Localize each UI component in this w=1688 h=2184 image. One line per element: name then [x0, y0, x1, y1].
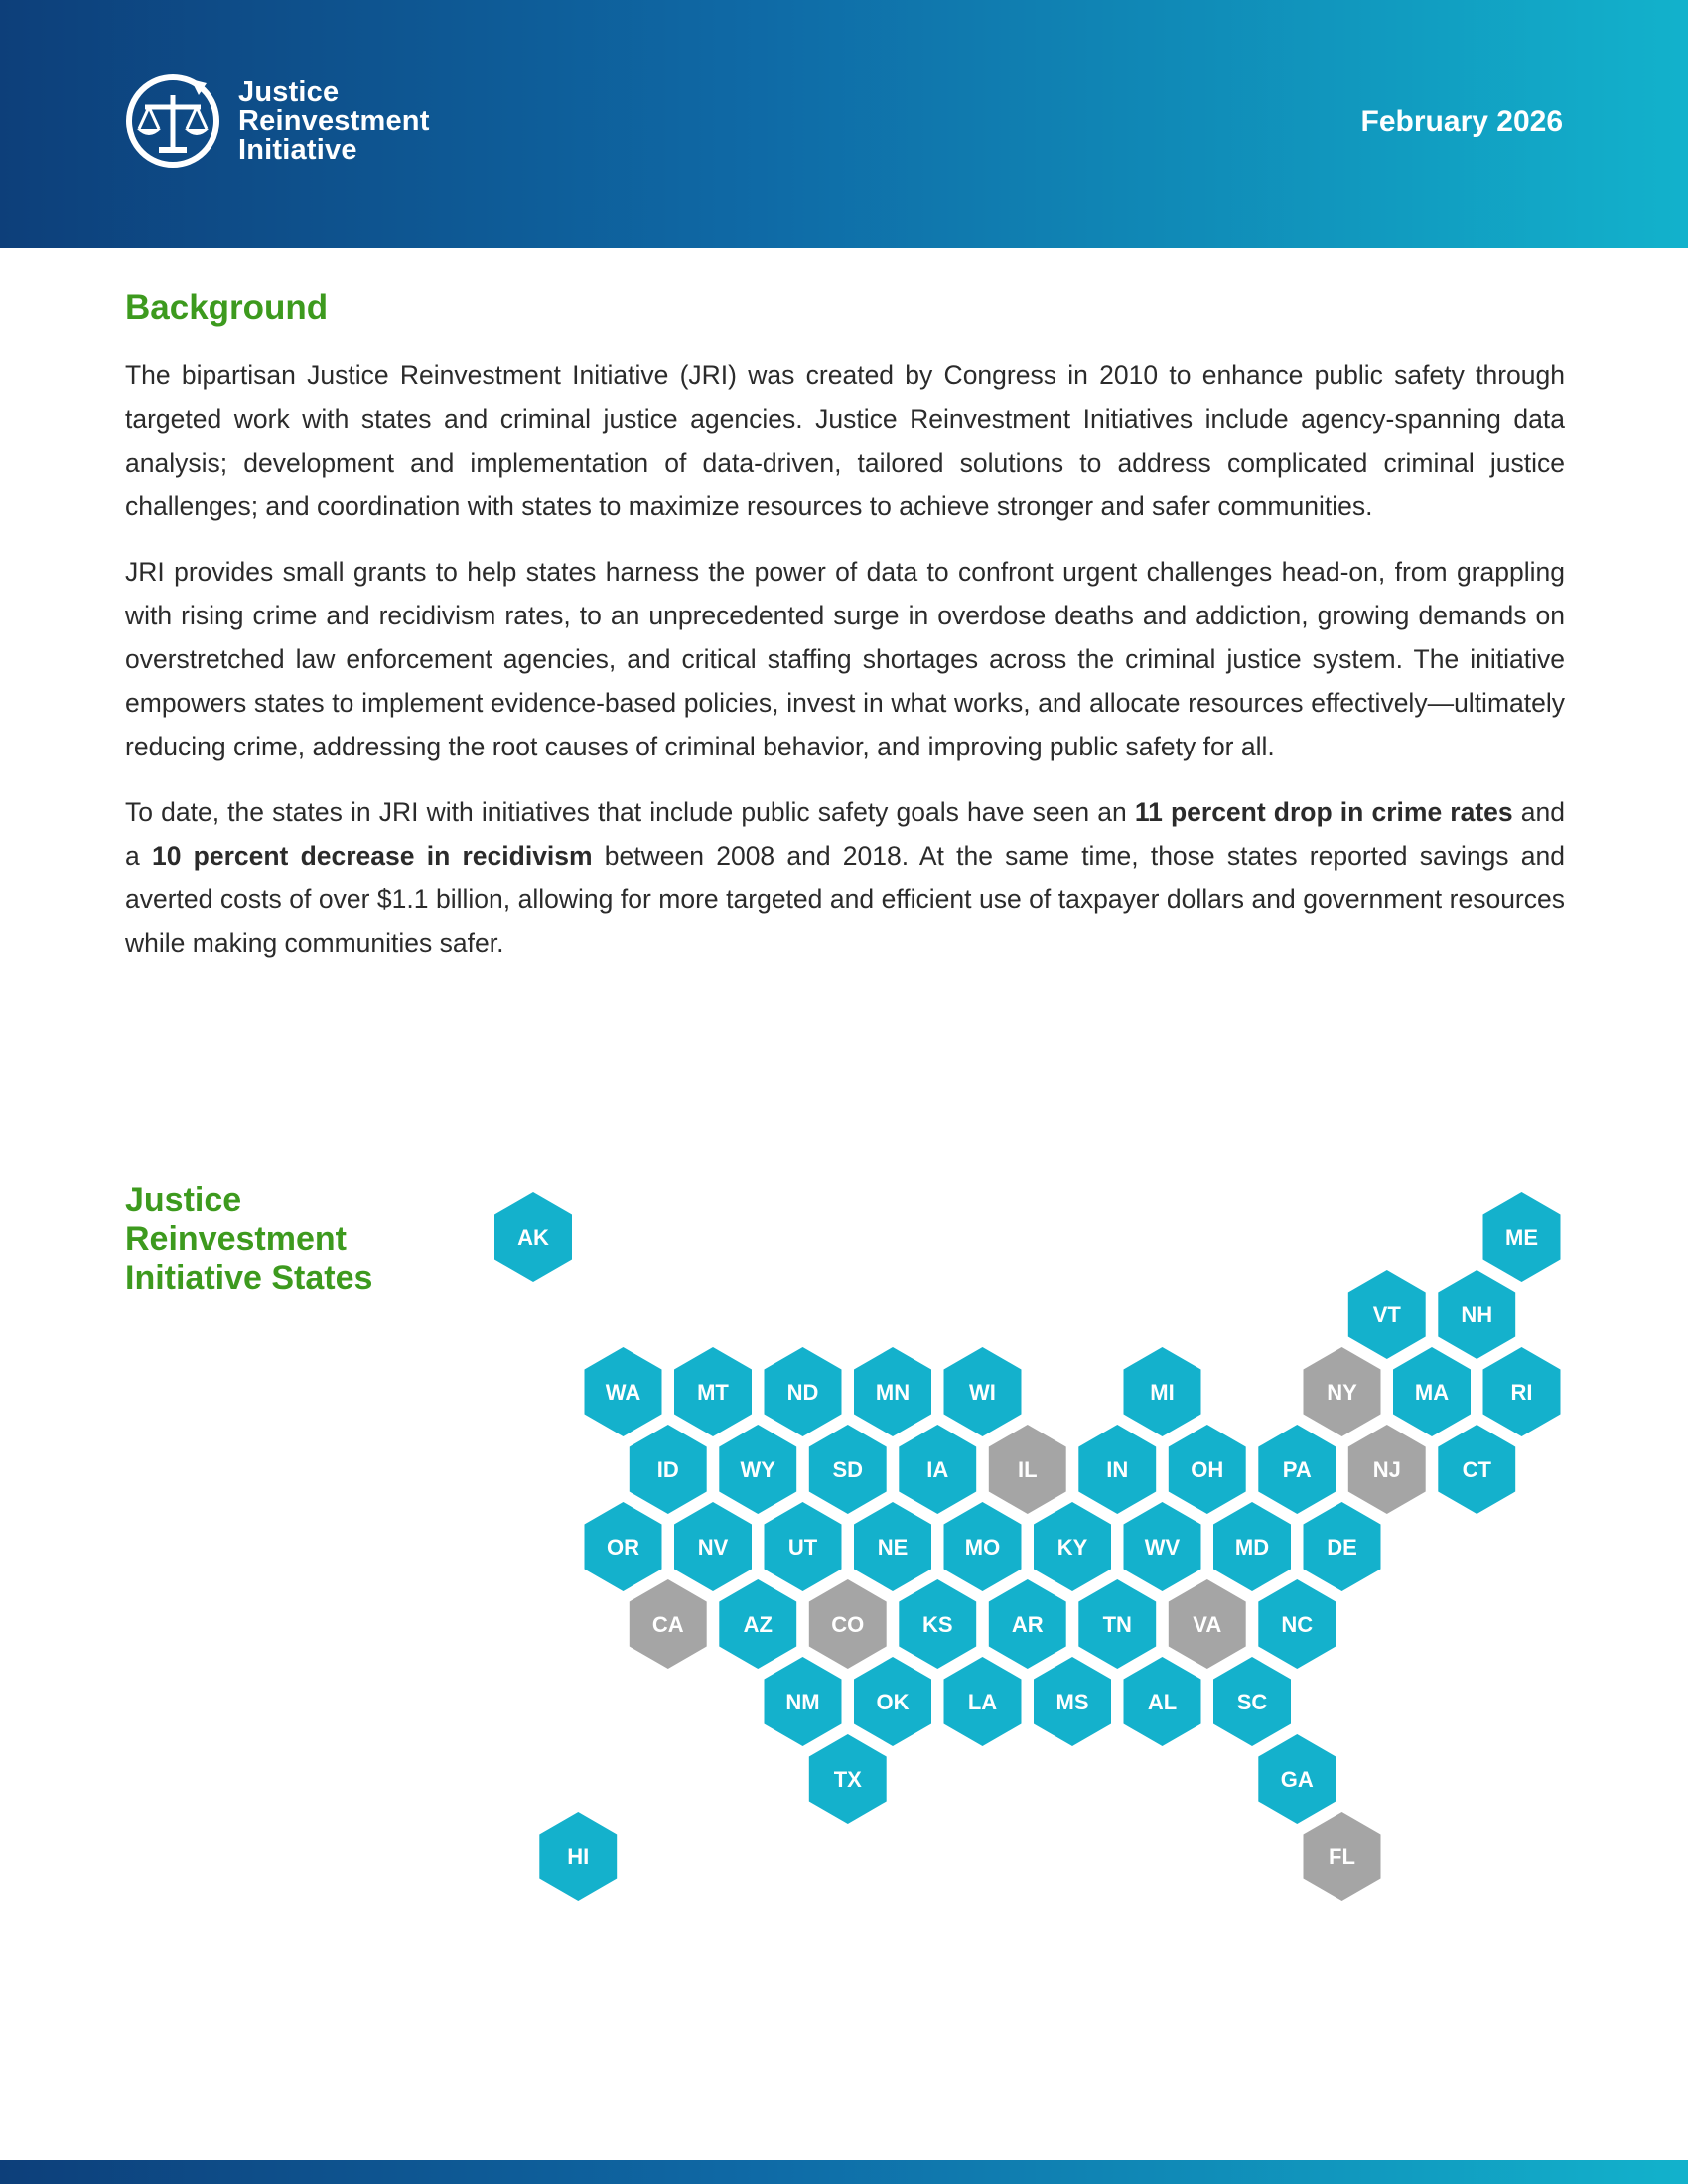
state-label: NJ: [1372, 1457, 1401, 1482]
state-hex-wv: [1124, 1502, 1201, 1591]
state-label: LA: [967, 1690, 998, 1714]
state-hex-la: [944, 1657, 1022, 1746]
state-label: NV: [697, 1535, 729, 1560]
state-label: AL: [1147, 1690, 1178, 1714]
state-hex-nh: [1438, 1270, 1515, 1359]
state-hex-ut: [765, 1502, 842, 1591]
section-heading: Background: [125, 288, 329, 327]
state-hex-ky: [1034, 1502, 1111, 1591]
state-hex-ak: [494, 1192, 572, 1282]
state-label: IL: [1017, 1457, 1038, 1482]
state-label: AZ: [743, 1612, 773, 1637]
state-label: VT: [1372, 1302, 1401, 1327]
state-hex-nj: [1348, 1425, 1426, 1514]
state-label: WV: [1144, 1535, 1181, 1560]
paragraph-3-text: between 2008 and 2018. At the same time, those states reported savings and averted costs of over $1.1 billion, allowing for more targeted and efficient use of taxpayer dollars and government resources while making communities safer.: [125, 841, 1565, 958]
state-label: GA: [1280, 1767, 1314, 1792]
state-hex-mn: [854, 1347, 931, 1436]
state-hex-ga: [1258, 1734, 1336, 1824]
state-label: CO: [831, 1612, 865, 1637]
state-hex-tn: [1078, 1579, 1156, 1669]
state-hex-nd: [765, 1347, 842, 1436]
state-label: IA: [926, 1457, 949, 1482]
state-hex-hi: [539, 1812, 617, 1901]
paragraph-3-text: To date, the states in JRI with initiatives that include public safety goals have seen an: [125, 797, 1135, 827]
state-label: RI: [1510, 1380, 1533, 1405]
state-label: WA: [605, 1380, 641, 1405]
state-hex-tx: [809, 1734, 887, 1824]
state-label: WY: [740, 1457, 775, 1482]
state-label: OK: [876, 1690, 910, 1714]
state-hex-ne: [854, 1502, 931, 1591]
state-hex-nm: [765, 1657, 842, 1746]
state-hex-ok: [854, 1657, 931, 1746]
publication-date: February 2026: [1360, 105, 1563, 138]
state-hex-va: [1169, 1579, 1246, 1669]
state-label: WI: [969, 1380, 996, 1405]
state-hex-me: [1483, 1192, 1561, 1282]
state-hex-wy: [719, 1425, 796, 1514]
state-hex-ia: [899, 1425, 976, 1514]
state-hex-az: [719, 1579, 796, 1669]
state-label: ND: [786, 1380, 819, 1405]
state-hex-mt: [674, 1347, 752, 1436]
map-title-line-2: Reinvestment: [125, 1220, 347, 1258]
state-hex-in: [1078, 1425, 1156, 1514]
state-label: NH: [1461, 1302, 1493, 1327]
state-label: OH: [1191, 1457, 1224, 1482]
state-label: AK: [517, 1225, 549, 1250]
state-hex-id: [630, 1425, 707, 1514]
state-hex-ct: [1438, 1425, 1515, 1514]
paragraph-1: The bipartisan Justice Reinvestment Initiative (JRI) was created by Congress in 2010 to enhance public safety through targeted work with states and criminal justice agencies. Justice Reinvestment Initiatives include agency-spanning data analysis; development and implementation of data-driven, tailored solutions to address complicated criminal justice challenges; and coordination with states to maximize resources to achieve stronger and safer communities.: [125, 360, 1565, 521]
state-hex-ny: [1304, 1347, 1381, 1436]
state-hex-mo: [944, 1502, 1022, 1591]
state-label: DE: [1327, 1535, 1357, 1560]
state-hex-ms: [1034, 1657, 1111, 1746]
recidivism-stat: 10 percent decrease in recidivism: [151, 841, 593, 871]
state-label: KS: [921, 1612, 953, 1637]
state-hex-ks: [899, 1579, 976, 1669]
paragraph-3-text: and a: [125, 797, 1566, 871]
state-hex-ri: [1483, 1347, 1561, 1436]
state-label: MO: [964, 1535, 1001, 1560]
state-hex-or: [585, 1502, 662, 1591]
state-hex-al: [1124, 1657, 1201, 1746]
state-hex-mi: [1124, 1347, 1201, 1436]
state-label: IN: [1106, 1457, 1129, 1482]
state-label: MI: [1150, 1380, 1175, 1405]
state-hex-de: [1304, 1502, 1381, 1591]
state-label: AR: [1011, 1612, 1044, 1637]
state-hex-md: [1213, 1502, 1291, 1591]
state-label: FL: [1329, 1844, 1355, 1869]
state-label: MN: [875, 1380, 911, 1405]
state-hex-pa: [1258, 1425, 1336, 1514]
state-hex-sc: [1213, 1657, 1291, 1746]
state-hex-co: [809, 1579, 887, 1669]
state-label: NM: [785, 1690, 820, 1714]
state-hex-ar: [989, 1579, 1066, 1669]
footer-bar: [0, 2160, 1688, 2184]
logo-line-1: Justice: [238, 75, 340, 108]
logo-line-3: Initiative: [238, 133, 357, 166]
state-label: CA: [651, 1612, 684, 1637]
state-label: ID: [656, 1457, 679, 1482]
state-hex-nv: [674, 1502, 752, 1591]
state-hex-wa: [585, 1347, 662, 1436]
state-label: SC: [1236, 1690, 1268, 1714]
state-label: VA: [1193, 1612, 1222, 1637]
state-label: KY: [1056, 1535, 1088, 1560]
state-label: SD: [832, 1457, 864, 1482]
state-label: ME: [1505, 1225, 1538, 1250]
state-label: MS: [1055, 1690, 1089, 1714]
map-title-line-3: Initiative States: [125, 1259, 373, 1297]
paragraph-2: JRI provides small grants to help states harness the power of data to confront urgent challenges head-on, from grappling with rising crime and recidivism rates, to an unprecedented surge in overdose deaths and addiction, growing demands on overstretched law enforcement agencies, and critical staffing shortages across the criminal justice system. The initiative empowers states to implement evidence-based policies, invest in what works, and allocate resources effectively—ultimately reducing crime, addressing the root causes of criminal behavior, and improving public safety for all.: [125, 557, 1565, 761]
state-label: OR: [607, 1535, 639, 1560]
state-hex-wi: [944, 1347, 1022, 1436]
state-label: NY: [1327, 1380, 1357, 1405]
state-hex-fl: [1304, 1812, 1381, 1901]
state-hex-ma: [1393, 1347, 1471, 1436]
logo-line-2: Reinvestment: [238, 104, 430, 137]
state-label: CT: [1462, 1457, 1491, 1482]
state-hex-ca: [630, 1579, 707, 1669]
state-label: MD: [1234, 1535, 1270, 1560]
state-label: NC: [1281, 1612, 1314, 1637]
state-label: TN: [1102, 1612, 1132, 1637]
state-label: MA: [1414, 1380, 1450, 1405]
state-label: TX: [833, 1767, 862, 1792]
state-hex-vt: [1348, 1270, 1426, 1359]
crime-rate-stat: 11 percent drop in crime rates: [1134, 797, 1513, 827]
map-title-line-1: Justice: [125, 1181, 242, 1219]
state-label: MT: [697, 1380, 729, 1405]
state-hex-oh: [1169, 1425, 1246, 1514]
state-label: NE: [877, 1535, 909, 1560]
state-label: HI: [567, 1844, 590, 1869]
state-label: PA: [1282, 1457, 1312, 1482]
state-label: UT: [787, 1535, 818, 1560]
state-hex-il: [989, 1425, 1066, 1514]
state-hex-sd: [809, 1425, 887, 1514]
state-hex-nc: [1258, 1579, 1336, 1669]
